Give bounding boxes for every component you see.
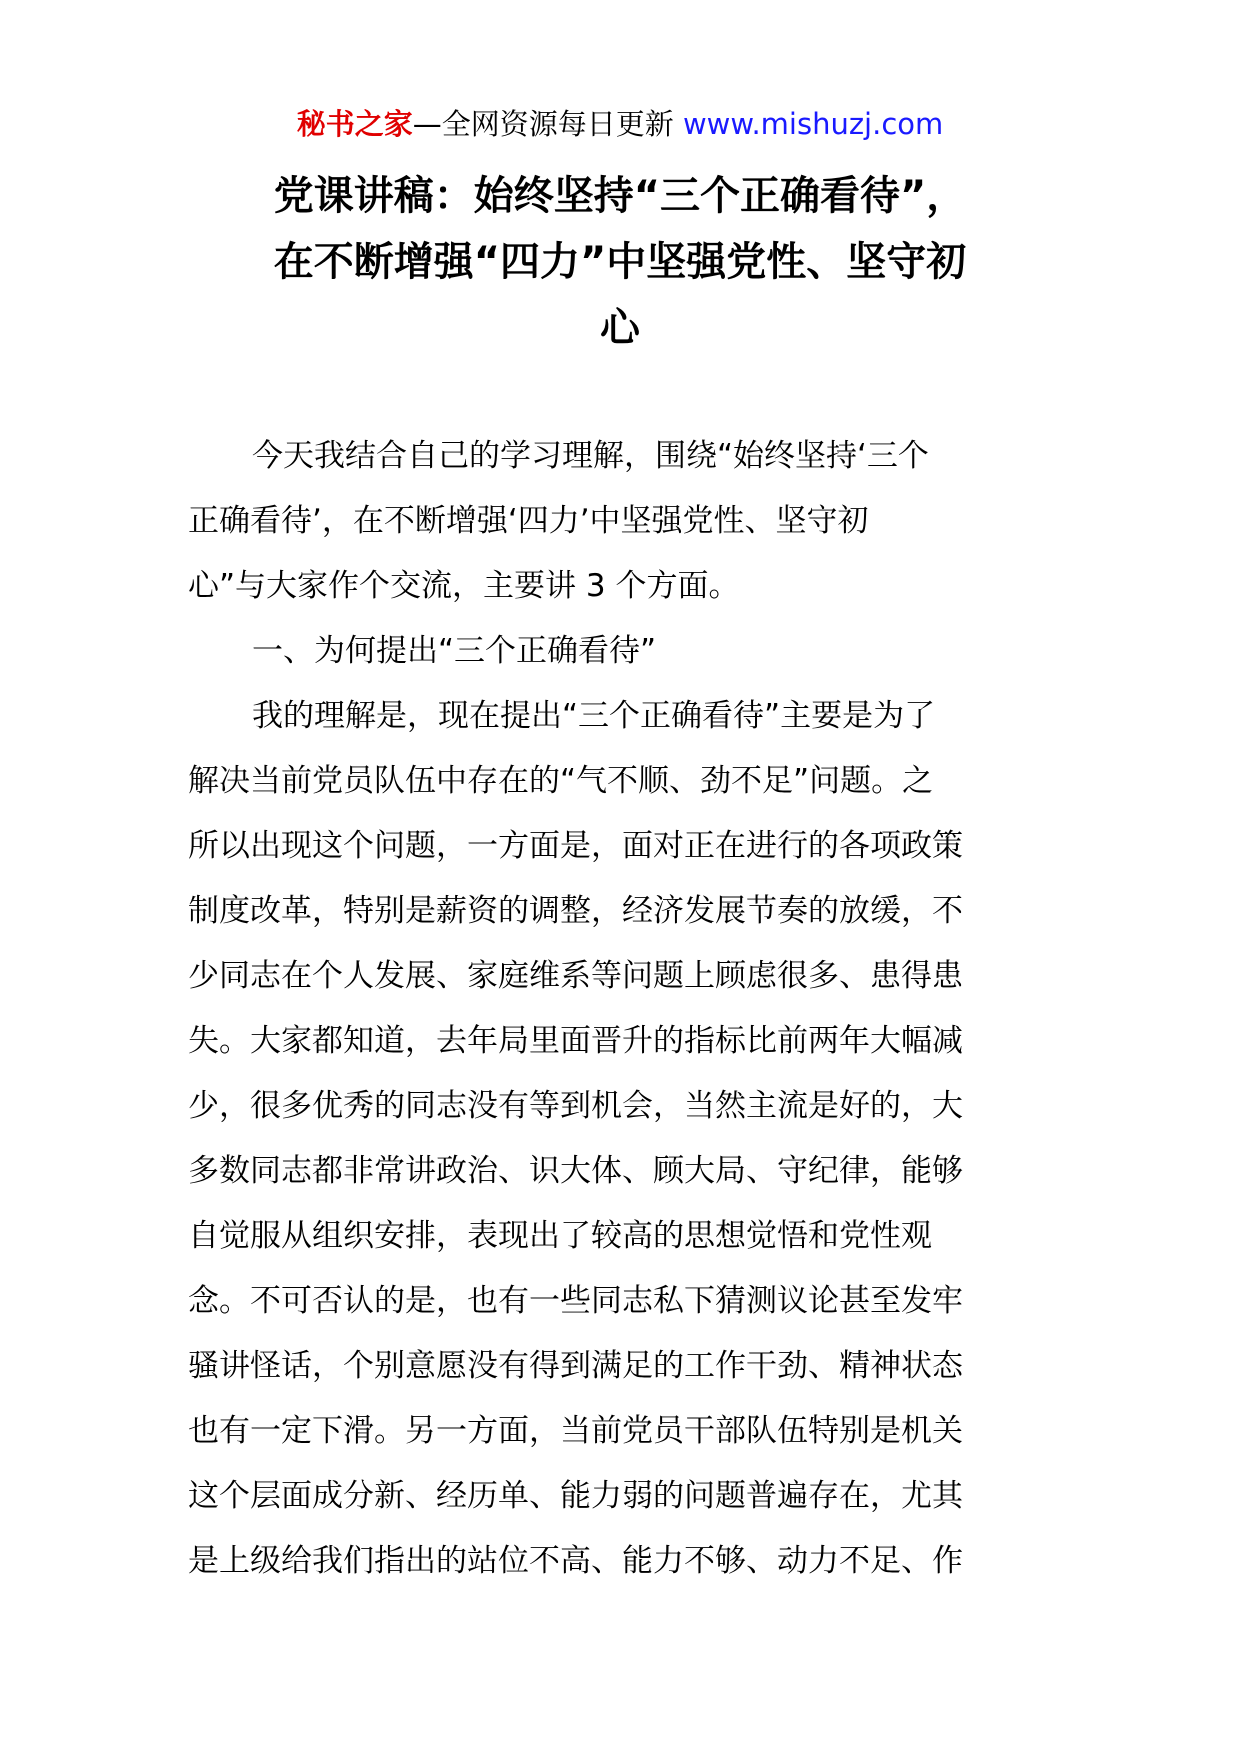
paragraph-line: 失。大家都知道，去年局里面晋升的指标比前两年大幅减: [188, 1023, 963, 1059]
title-line: 党课讲稿：始终坚持“三个正确看待”，: [273, 173, 967, 219]
paragraph-line: 骚讲怪话，个别意愿没有得到满足的工作干劲、精神状态: [188, 1348, 963, 1384]
paragraph-line: 多数同志都非常讲政治、识大体、顾大局、守纪律，能够: [188, 1153, 963, 1189]
header-tagline: —全网资源每日更新: [412, 107, 683, 141]
title-line: 在不断增强“四力”中坚强党性、坚守初: [273, 239, 967, 285]
paragraph-line: 是上级给我们指出的站位不高、能力不够、动力不足、作: [188, 1543, 963, 1579]
paragraph-line: 解决当前党员队伍中存在的“气不顺、劲不足”问题。之: [188, 763, 934, 799]
title-line: 心: [600, 305, 640, 351]
paragraph-line: 所以出现这个问题，一方面是，面对正在进行的各项政策: [188, 828, 963, 864]
site-url-link[interactable]: www.mishuzj.com: [682, 107, 944, 141]
paragraph-line: 少，很多优秀的同志没有等到机会，当然主流是好的，大: [188, 1088, 963, 1124]
paragraph-line: 心”与大家作个交流，主要讲 3 个方面。: [188, 568, 740, 604]
document-body: [188, 424, 1050, 1594]
document-title: [190, 163, 1050, 361]
paragraph-line: 今天我结合自己的学习理解，围绕“始终坚持‘三个: [252, 438, 929, 474]
paragraph-line: 也有一定下滑。另一方面，当前党员干部队伍特别是机关: [188, 1413, 963, 1449]
paragraph-line: 我的理解是，现在提出“三个正确看待”主要是为了: [252, 698, 936, 734]
paragraph-line: 念。不可否认的是，也有一些同志私下猜测议论甚至发牢: [188, 1283, 963, 1319]
site-header: [0, 104, 1240, 144]
paragraph-line: 自觉服从组织安排，表现出了较高的思想觉悟和党性观: [188, 1218, 932, 1254]
brand-name: 秘书之家: [296, 107, 413, 141]
section-heading: 一、为何提出“三个正确看待”: [252, 633, 657, 669]
paragraph-line: 这个层面成分新、经历单、能力弱的问题普遍存在，尤其: [188, 1478, 963, 1514]
paragraph-line: 正确看待’，在不断增强‘四力’中坚强党性、坚守初: [188, 503, 869, 539]
paragraph-line: 制度改革，特别是薪资的调整，经济发展节奏的放缓，不: [188, 893, 963, 929]
paragraph-line: 少同志在个人发展、家庭维系等问题上顾虑很多、患得患: [188, 958, 963, 994]
